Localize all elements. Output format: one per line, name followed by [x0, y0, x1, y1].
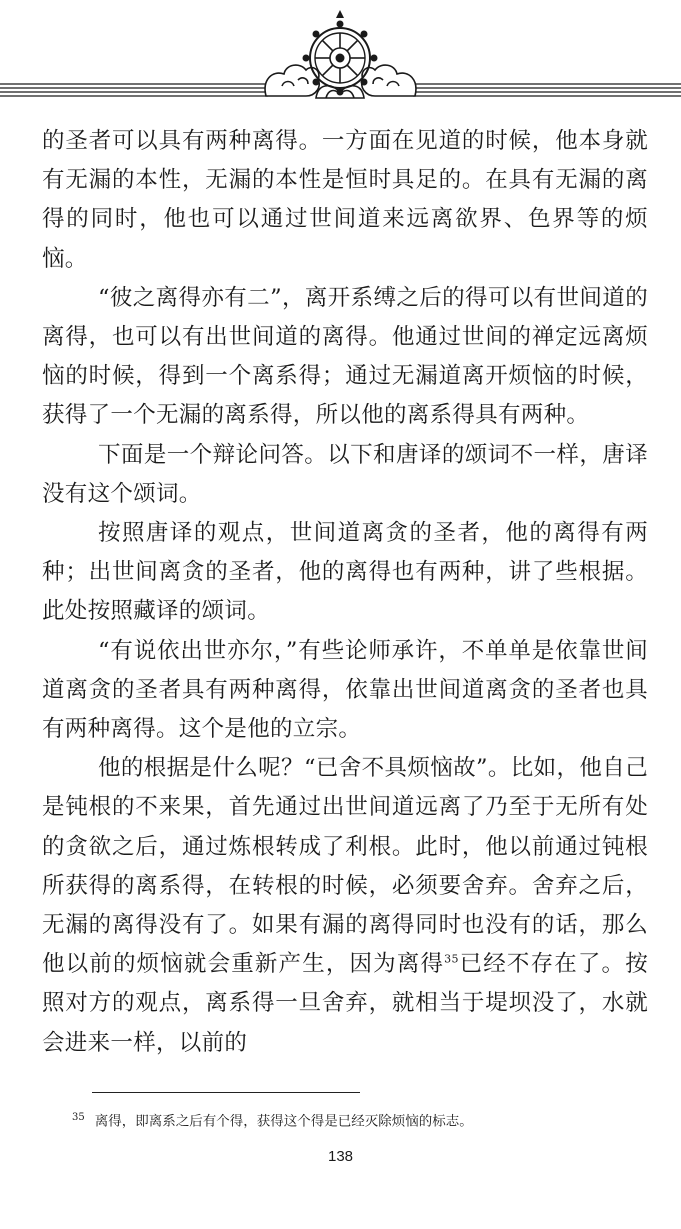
- paragraph-4: 按照唐译的观点，世间道离贪的圣者，他的离得有两种；出世间离贪的圣者，他的离得也有两种，讲了些根据。此处按照藏译的颂词。: [42, 520, 648, 625]
- footnote-text: 离得，即离系之后有个得，获得这个得是已经灭除烦恼的标志。: [94, 1113, 473, 1130]
- footnote-divider: [92, 1092, 360, 1093]
- paragraph-6-text-b: 已经不存在了。按照对方的观点，离系得一旦舍弃，就相当于堤坝没了，水就会进来一样，以前的: [42, 951, 648, 1056]
- dharma-wheel-icon: [0, 0, 681, 112]
- paragraph-2: “彼之离得亦有二”，离开系缚之后的得可以有世间道的离得，也可以有出世间道的离得。他通过世间的禅定远离烦恼的时候，得到一个离系得；通过无漏道离开烦恼的时候，获得了一个无漏的离系得，所以他的离系得具有两种。: [42, 284, 648, 429]
- footnote: [72, 1108, 652, 1132]
- paragraph-6: [42, 749, 648, 1063]
- footnote-number: 35: [72, 1112, 85, 1123]
- paragraph-3: 下面是一个辩论问答。以下和唐译的颂词不一样，唐译没有这个颂词。: [42, 441, 648, 507]
- paragraph-5: “有说依出世亦尔，”有些论师承许，不单单是依靠世间道离贪的圣者具有两种离得，依靠出世间道离贪的圣者也具有两种离得。这个是他的立宗。: [42, 637, 648, 743]
- paragraph-1: 的圣者可以具有两种离得。一方面在见道的时候，他本身就有无漏的本性，无漏的本性是恒时具足的。在具有无漏的离得的同时，他也可以通过世间道来远离欲界、色界等的烦恼。: [42, 128, 648, 272]
- footnote-reference: 35: [444, 952, 459, 966]
- page-header: [0, 0, 681, 112]
- paragraph-6-text-a: 他的根据是什么呢？“已舍不具烦恼故”。比如，他自己是钝根的不来果，首先通过出世间道远离了乃至于无所有处的贪欲之后，通过炼根转成了利根。此时，他以前通过钝根所获得的离系得，在转根的时候，必须要舍弃。舍弃之后，无漏的离得没有了。如果有漏的离得同时也没有的话，那么他以前的烦恼就会重新产生，因为离得: [42, 755, 648, 978]
- main-text: [42, 122, 648, 1063]
- page-number: 138: [327, 1148, 354, 1165]
